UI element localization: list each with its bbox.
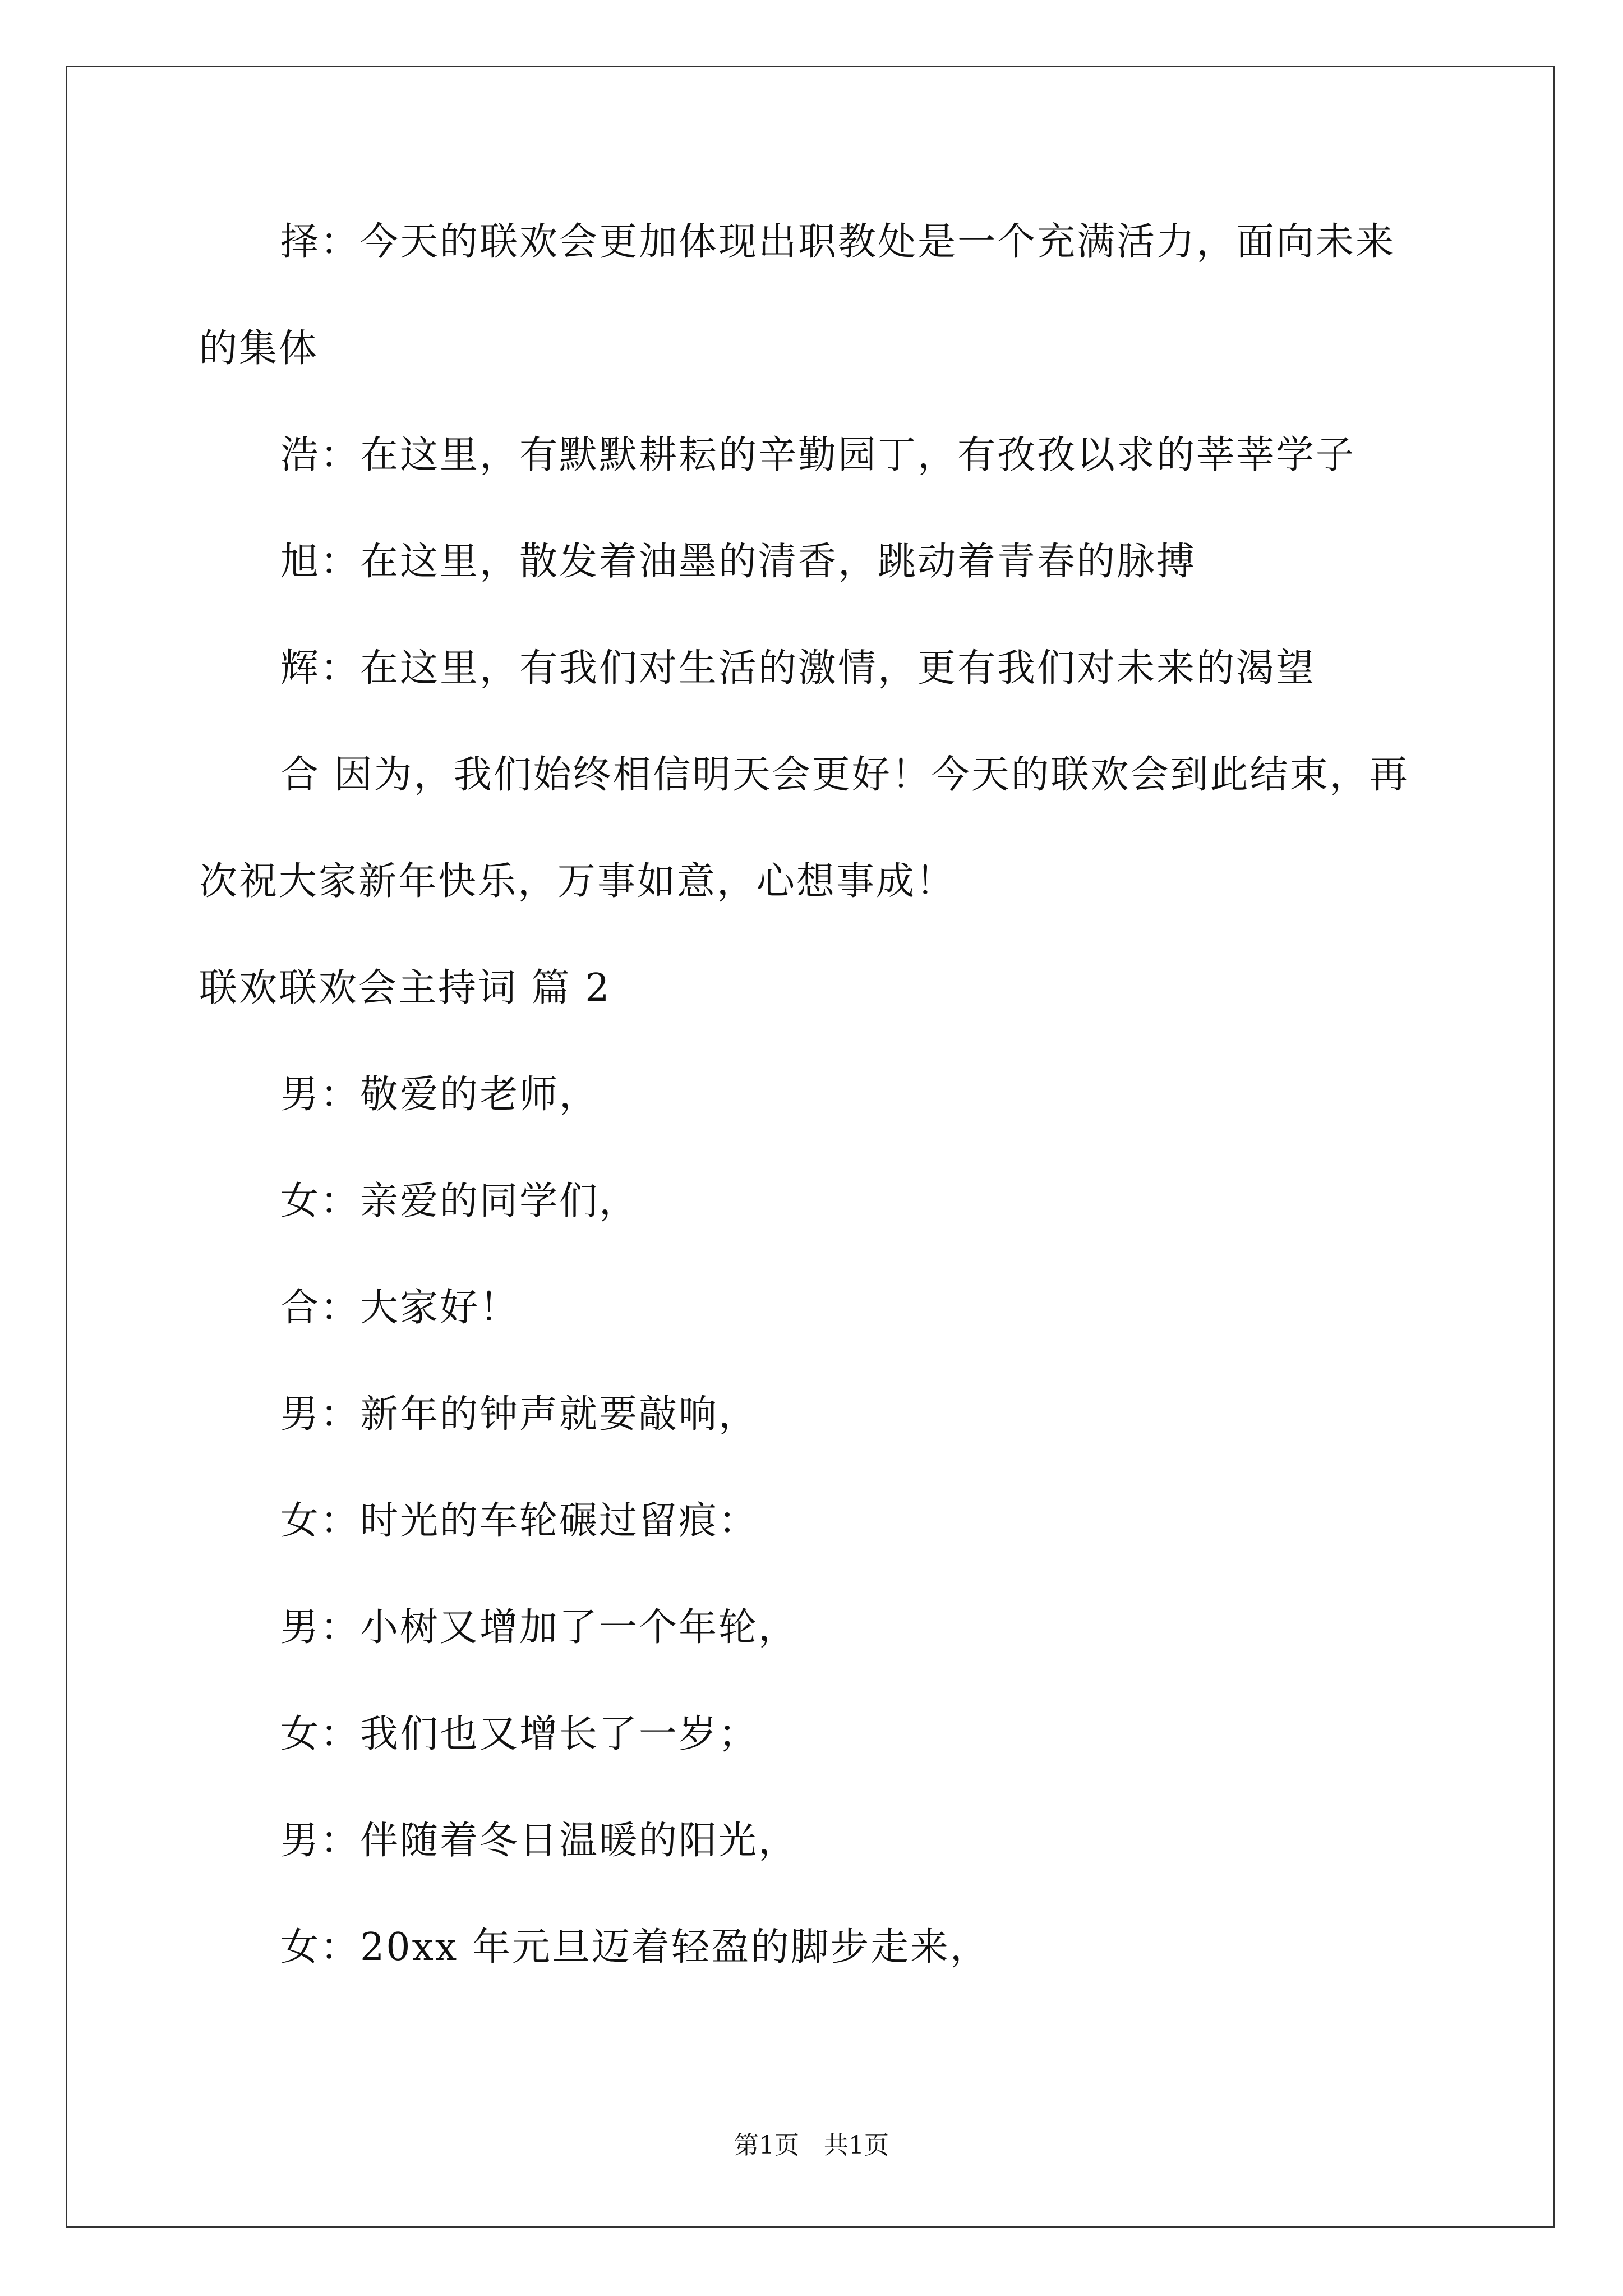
paragraph-line: 女：时光的车轮碾过留痕： xyxy=(280,1499,759,1543)
paragraph-line: 辉：在这里，有我们对生活的激情，更有我们对未来的渴望 xyxy=(280,646,1316,691)
paragraph-line: 的集体 xyxy=(199,326,319,371)
paragraph-line: 男：新年的钟声就要敲响， xyxy=(280,1392,759,1437)
page-frame xyxy=(66,66,1555,2228)
paragraph-line: 女：亲爱的同学们， xyxy=(280,1179,639,1223)
paragraph-line: 浩：在这里，有默默耕耘的辛勤园丁，有孜孜以求的莘莘学子 xyxy=(280,433,1356,477)
paragraph-line: 合 因为，我们始终相信明天会更好！今天的联欢会到此结束，再 xyxy=(280,753,1409,797)
paragraph-line: 男：伴随着冬日温暖的阳光， xyxy=(280,1819,799,1863)
paragraph-line: 男：小树又增加了一个年轮， xyxy=(280,1605,799,1650)
section-heading: 联欢联欢会主持词 篇 2 xyxy=(199,966,611,1010)
page-footer: 第1页 共1页 xyxy=(734,2131,889,2160)
paragraph-line: 次祝大家新年快乐，万事如意，心想事成！ xyxy=(199,859,956,904)
paragraph-line: 合：大家好！ xyxy=(280,1286,520,1330)
paragraph-line: 女：我们也又增长了一岁； xyxy=(280,1712,759,1756)
paragraph-line: 旭：在这里，散发着油墨的清香，跳动着青春的脉搏 xyxy=(280,540,1197,584)
paragraph-line: 择：今天的联欢会更加体现出职教处是一个充满活力，面向未来 xyxy=(280,220,1396,264)
paragraph-line: 女：20xx 年元旦迈着轻盈的脚步走来， xyxy=(280,1925,990,1970)
paragraph-line: 男：敬爱的老师， xyxy=(280,1073,600,1117)
